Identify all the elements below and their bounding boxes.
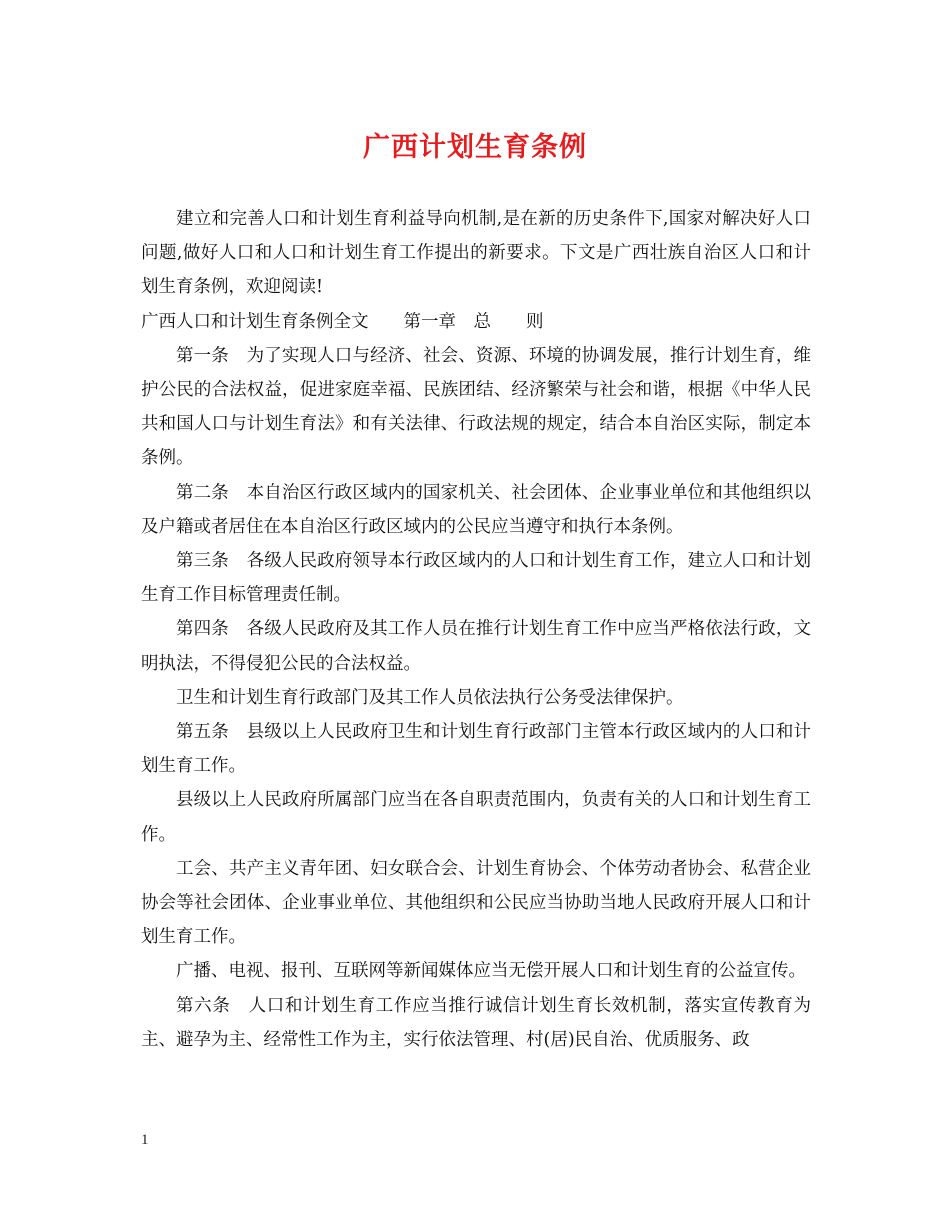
paragraph-article-3: 第三条 各级人民政府领导本行政区域内的人口和计划生育工作，建立人口和计划生育工作目标管理责任制。 (141, 551, 811, 606)
paragraph-article-6: 第六条 人口和计划生育工作应当推行诚信计划生育长效机制，落实宣传教育为主、避孕为主、经常性工作为主，实行依法管理、村(居)民自治、优质服务、政 (141, 995, 811, 1050)
page-number: 1 (141, 1132, 149, 1148)
paragraph-article-5-c: 工会、共产主义青年团、妇女联合会、计划生育协会、个体劳动者协会、私营企业协会等社会团体、企业事业单位、其他组织和公民应当协助当地人民政府开展人口和计划生育工作。 (141, 858, 811, 948)
document-body (141, 202, 811, 1057)
paragraph-chapter-heading: 广西人口和计划生育条例全文 第一章 总 则 (141, 311, 544, 332)
paragraph-article-2: 第二条 本自治区行政区域内的国家机关、社会团体、企业事业单位和其他组织以及户籍或者居住在本自治区行政区域内的公民应当遵守和执行本条例。 (141, 482, 811, 537)
paragraph-article-5-b: 县级以上人民政府所属部门应当在各自职责范围内，负责有关的人口和计划生育工作。 (141, 790, 811, 845)
paragraph-intro: 建立和完善人口和计划生育利益导向机制,是在新的历史条件下,国家对解决好人口问题,做好人口和人口和计划生育工作提出的新要求。下文是广西壮族自治区人口和计划生育条例，欢迎阅读! (141, 209, 811, 298)
paragraph-article-4: 第四条 各级人民政府及其工作人员在推行计划生育工作中应当严格依法行政，文明执法，不得侵犯公民的合法权益。 (141, 619, 811, 674)
document-title: 广西计划生育条例 (363, 132, 587, 163)
paragraph-article-1: 第一条 为了实现人口与经济、社会、资源、环境的协调发展，推行计划生育，维护公民的合法权益，促进家庭幸福、民族团结、经济繁荣与社会和谐，根据《中华人民共和国人口与计划生育法》和有关法律、行政法规的规定，结合本自治区实际，制定本条例。 (141, 345, 811, 469)
paragraph-article-5: 第五条 县级以上人民政府卫生和计划生育行政部门主管本行政区域内的人口和计划生育工作。 (141, 722, 811, 777)
paragraph-article-4-b: 卫生和计划生育行政部门及其工作人员依法执行公务受法律保护。 (176, 687, 684, 708)
paragraph-article-5-d: 广播、电视、报刊、互联网等新闻媒体应当无偿开展人口和计划生育的公益宣传。 (176, 961, 806, 982)
